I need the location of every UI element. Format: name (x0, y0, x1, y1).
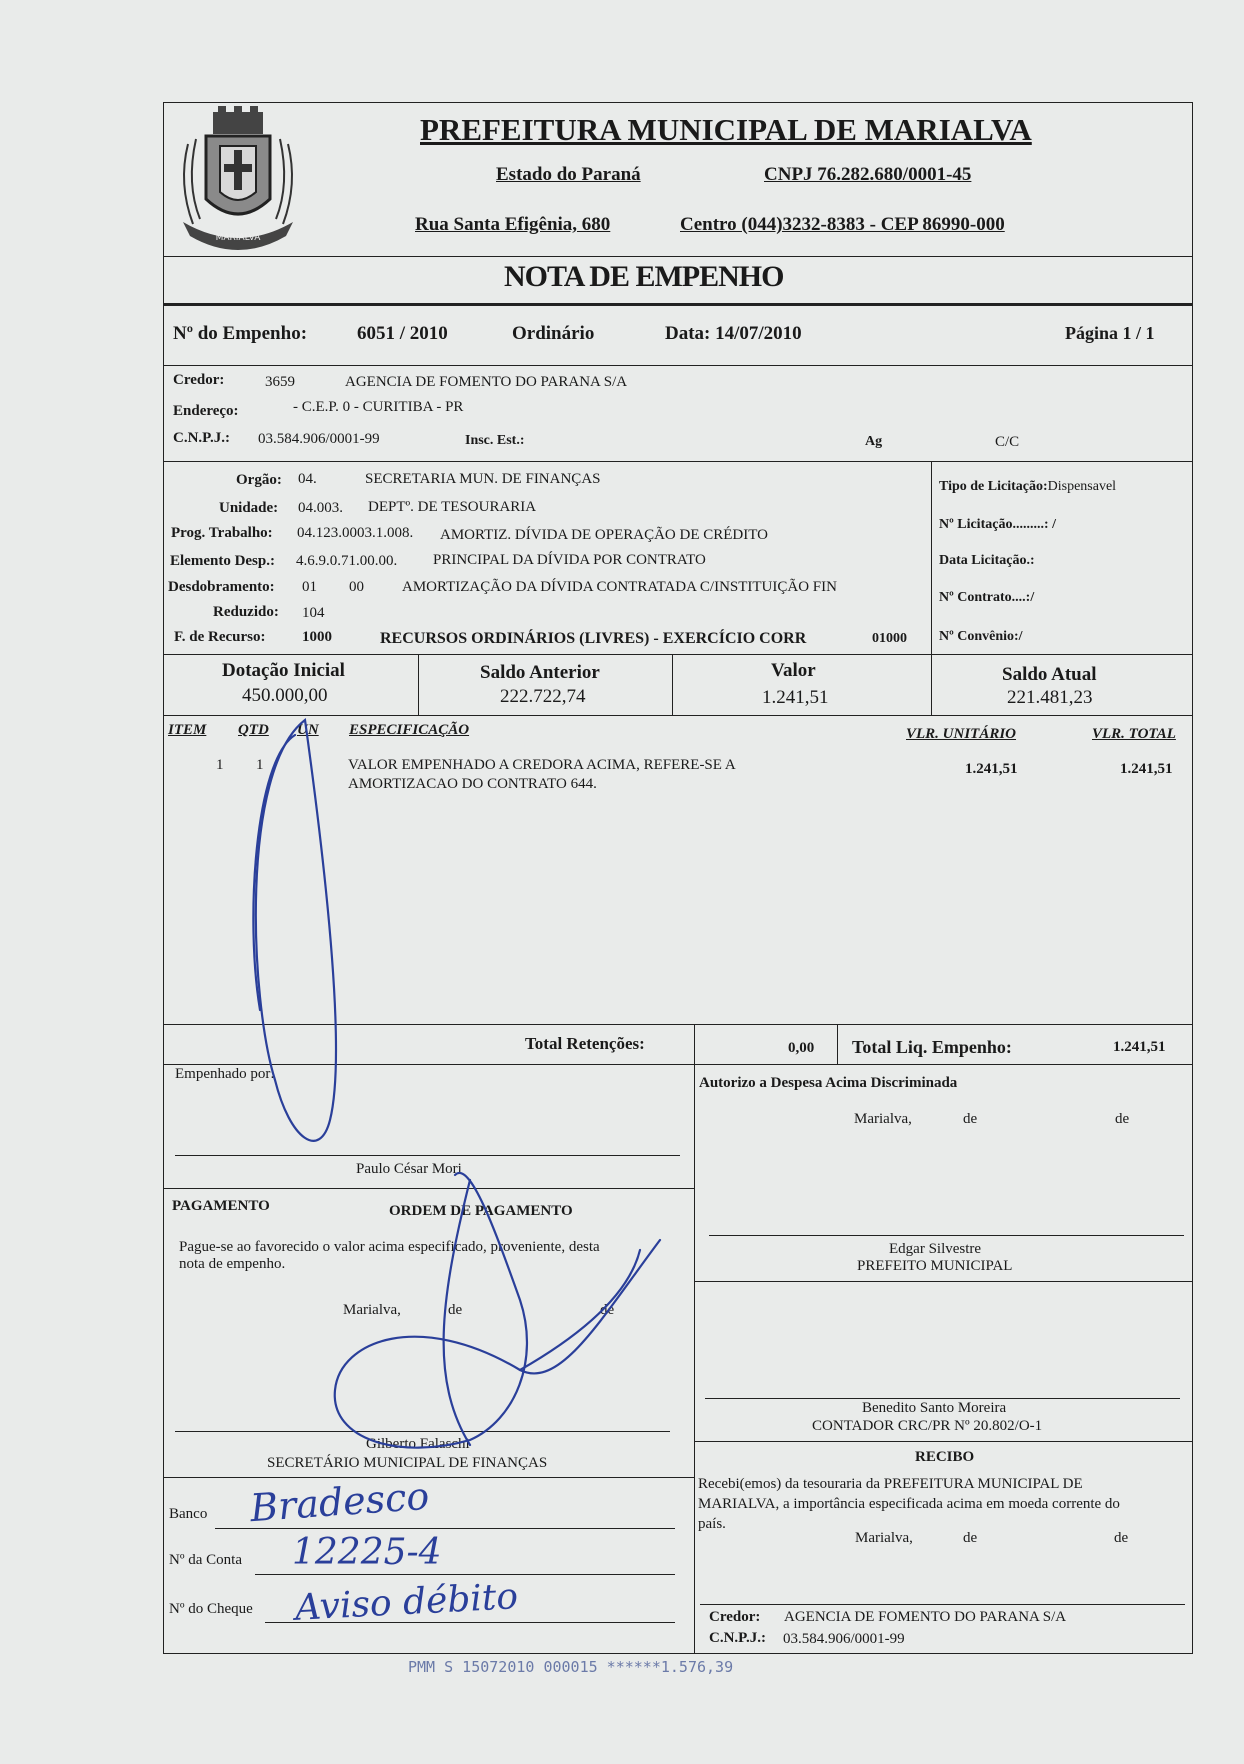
dotacao-label: Dotação Inicial (222, 660, 345, 681)
recibo-de2: de (1114, 1530, 1129, 1546)
contador-name: Benedito Santo Moreira (862, 1400, 1007, 1416)
empenho-type: Ordinário (512, 323, 595, 344)
cheque-label: Nº do Cheque (169, 1601, 253, 1617)
saldo-anterior-value: 222.722,74 (500, 686, 586, 707)
credor-code: 3659 (265, 374, 295, 390)
orgao-code: 04. (298, 471, 317, 487)
elemento-code: 4.6.9.0.71.00.00. (296, 553, 398, 569)
credor-name: AGENCIA DE FOMENTO DO PARANA S/A (345, 374, 628, 390)
desdobramento-a: 01 (302, 579, 317, 595)
empenho-number: 6051 / 2010 (357, 323, 448, 344)
licitacao-number: Nº Licitação.........: / (939, 517, 1056, 532)
pagamento-text-2: nota de empenho. (179, 1256, 286, 1272)
prefeito-name: Edgar Silvestre (889, 1241, 982, 1257)
saldo-anterior-label: Saldo Anterior (480, 662, 600, 683)
desdobramento-label: Desdobramento: (168, 579, 275, 595)
desdobramento-name: AMORTIZAÇÃO DA DÍVIDA CONTRATADA C/INSTITUIÇÃO FIN (402, 579, 837, 595)
recibo-title: RECIBO (915, 1449, 975, 1465)
licitacao-date: Data Licitação.: (939, 553, 1035, 568)
empenho-date: Data: 14/07/2010 (665, 323, 802, 344)
reduzido-value: 104 (302, 605, 325, 621)
orgao-label: Orgão: (236, 472, 282, 488)
credor-address-label: Endereço: (173, 403, 239, 419)
empenhado-label: Empenhado por: (175, 1066, 275, 1082)
state-name: Estado do Paraná (496, 164, 641, 185)
conta-handwriting: 12225-4 (292, 1532, 442, 1573)
item-total-value: 1.241,51 (1120, 761, 1173, 777)
saldo-atual-label: Saldo Atual (1002, 664, 1097, 685)
document-title: NOTA DE EMPENHO (504, 260, 784, 293)
ordem-pagamento-label: ORDEM DE PAGAMENTO (389, 1203, 573, 1219)
recibo-text-1: Recebi(emos) da tesouraria da PREFEITURA MUNICIPAL DE (698, 1476, 1083, 1492)
header-contact: Centro (044)3232-8383 - CEP 86990-000 (680, 214, 1005, 235)
retencoes-label: Total Retenções: (525, 1034, 645, 1053)
dotacao-value: 450.000,00 (242, 685, 328, 706)
item-unit-value: 1.241,51 (965, 761, 1018, 777)
tipo-licitacao-label: Tipo de Licitação: (939, 479, 1048, 494)
page-title: PREFEITURA MUNICIPAL DE MARIALVA (420, 112, 1032, 147)
col-qtd: QTD (238, 722, 269, 738)
recibo-city: Marialva, (855, 1530, 913, 1546)
item-spec-line2: AMORTIZACAO DO CONTRATO 644. (348, 776, 597, 792)
conta-label: Nº da Conta (169, 1552, 242, 1568)
empenhado-signer: Paulo César Mori (356, 1161, 462, 1177)
cheque-handwriting: Aviso débito (294, 1576, 519, 1629)
retencoes-value: 0,00 (788, 1040, 815, 1056)
elemento-label: Elemento Desp.: (170, 553, 275, 569)
fonte-label: F. de Recurso: (174, 629, 266, 645)
page-number: Página 1 / 1 (1065, 323, 1155, 343)
orgao-name: SECRETARIA MUN. DE FINANÇAS (365, 471, 601, 487)
validation-stamp: PMM S 15072010 000015 ******1.576,39 (408, 1658, 734, 1676)
credor-cnpj-label: C.N.P.J.: (173, 430, 230, 446)
banco-handwriting: Bradesco (248, 1473, 431, 1531)
unidade-code: 04.003. (298, 500, 343, 516)
insc-est-label: Insc. Est.: (465, 433, 525, 448)
credor-cnpj: 03.584.906/0001-99 (258, 431, 380, 447)
prog-name: AMORTIZ. DÍVIDA DE OPERAÇÃO DE CRÉDITO (440, 527, 768, 543)
prog-label: Prog. Trabalho: (171, 525, 273, 541)
recibo-cnpj: 03.584.906/0001-99 (783, 1631, 905, 1647)
fonte-name: RECURSOS ORDINÁRIOS (LIVRES) - EXERCÍCIO CORR (380, 630, 807, 647)
col-especificacao: ESPECIFICAÇÃO (349, 722, 470, 738)
recibo-credor-label: Credor: (709, 1609, 761, 1625)
contador-role: CONTADOR CRC/PR Nº 20.802/O-1 (812, 1418, 1043, 1434)
item-number: 1 (216, 757, 224, 773)
recibo-cnpj-label: C.N.P.J.: (709, 1630, 766, 1646)
pagamento-label: PAGAMENTO (172, 1198, 270, 1214)
autorizo-label: Autorizo a Despesa Acima Discriminada (699, 1075, 958, 1091)
recibo-de1: de (963, 1530, 978, 1546)
reduzido-label: Reduzido: (213, 604, 279, 620)
convenio-number: Nº Convênio:/ (939, 629, 1023, 644)
autorizo-de2: de (1115, 1111, 1130, 1127)
autorizo-city: Marialva, (854, 1111, 912, 1127)
credor-address: - C.E.P. 0 - CURITIBA - PR (293, 399, 464, 415)
svg-text:MARIALVA: MARIALVA (215, 233, 261, 243)
fonte-code: 1000 (302, 629, 332, 645)
desdobramento-b: 00 (349, 579, 364, 595)
col-un: UN (297, 722, 319, 738)
total-liq-label: Total Liq. Empenho: (852, 1037, 1012, 1057)
prog-code: 04.123.0003.1.008. (297, 525, 414, 541)
secretario-name: Gilberto Falaschi (366, 1436, 470, 1452)
pagamento-de1: de (448, 1302, 463, 1318)
item-spec-line1: VALOR EMPENHADO A CREDORA ACIMA, REFERE-SE A (348, 757, 736, 773)
unidade-label: Unidade: (219, 500, 279, 516)
unidade-name: DEPTº. DE TESOURARIA (368, 499, 537, 515)
col-vlr-total: VLR. TOTAL (1092, 726, 1176, 742)
total-liq-value: 1.241,51 (1113, 1039, 1166, 1055)
valor-value: 1.241,51 (762, 687, 829, 708)
pagamento-city: Marialva, (343, 1302, 401, 1318)
account-label: C/C (995, 434, 1020, 450)
banco-label: Banco (169, 1506, 208, 1522)
item-qtd: 1 (256, 757, 264, 773)
credor-label: Credor: (173, 372, 225, 388)
col-item: ITEM (168, 722, 207, 738)
header-address: Rua Santa Efigênia, 680 (415, 214, 611, 235)
agency-label: Ag (865, 434, 883, 449)
saldo-atual-value: 221.481,23 (1007, 687, 1093, 708)
pagamento-de2: de (600, 1302, 615, 1318)
recibo-text-2: MARIALVA, a importância especificada acima em moeda corrente do (698, 1496, 1120, 1512)
fonte-number: 01000 (872, 631, 907, 646)
recibo-text-3: país. (698, 1516, 726, 1532)
prefeito-role: PREFEITO MUNICIPAL (857, 1258, 1013, 1274)
col-vlr-unitario: VLR. UNITÁRIO (906, 726, 1017, 742)
elemento-name: PRINCIPAL DA DÍVIDA POR CONTRATO (433, 552, 706, 568)
empenho-number-label: Nº do Empenho: (173, 323, 308, 344)
contrato-number: Nº Contrato....:/ (939, 590, 1035, 605)
valor-label: Valor (771, 660, 816, 681)
header-cnpj: CNPJ 76.282.680/0001-45 (764, 164, 972, 185)
secretario-role: SECRETÁRIO MUNICIPAL DE FINANÇAS (267, 1455, 548, 1471)
autorizo-de1: de (963, 1111, 978, 1127)
pagamento-text-1: Pague-se ao favorecido o valor acima especificado, proveniente, desta (179, 1239, 600, 1255)
recibo-credor-name: AGENCIA DE FOMENTO DO PARANA S/A (784, 1609, 1067, 1625)
tipo-licitacao-value: Dispensavel (1047, 479, 1117, 494)
